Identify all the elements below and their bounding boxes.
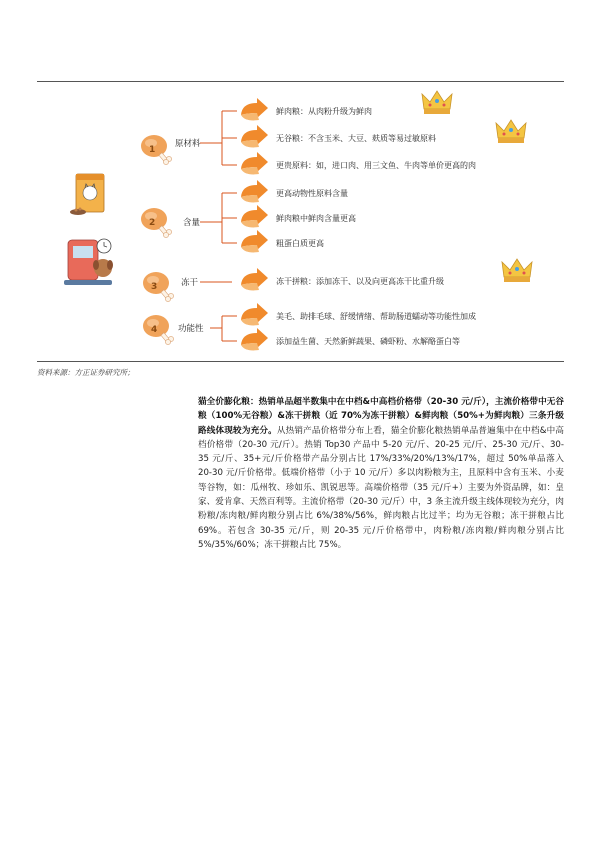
crown-icon: [502, 259, 532, 282]
item-1-2: 无谷粮：不含玉米、大豆、麸质等易过敏原料: [276, 134, 436, 143]
category-3-drumstick-icon: [143, 272, 174, 302]
arrow-icon: [241, 230, 268, 252]
upgrade-path-diagram: [0, 0, 600, 365]
category-4-label: 功能性: [178, 324, 204, 334]
item-1-1: 鲜肉粮：从肉粉升级为鲜肉: [276, 107, 372, 116]
diagram-bottom-rule: [37, 361, 564, 362]
crown-icon: [422, 91, 452, 114]
item-1-3: 更贵原料：如，进口肉、用三文鱼、牛肉等单价更高的肉: [276, 161, 476, 170]
connector-lines: [200, 111, 237, 341]
source-note: 资料来源：方正证券研究所；: [37, 368, 135, 377]
paragraph-body: 从热销产品价格带分布上看，猫全价膨化粮热销单品普遍集中在中档&中高档价格带（20-30 元/斤）。热销 Top30 产品中 5-20 元/斤、20-25 元/斤、25-30 元/斤、30-35 元/斤、35+元/斤价格带产品分别占比 17%/33%/20%/13%/17%，超过 50%单品落入 20-30 元/斤价格带。低端价格带（小于 10 元/斤）多以肉粉粮为主，且原料中含有玉米、小麦等谷物，如：瓜州牧、珍如乐、凯锐思等。高端价格带（35 元/斤+）主要为外资品牌，如：皇家、爱肯拿、天然百利等。主流价格带（20-30 元/斤）中，3 条主流升级主线体现较为充分，肉粉粮/冻肉粮/鲜肉粮分别占比 6%/38%/56%，鲜肉粮占比过半；均为无谷粮；冻干拼粮占比 69%。若包含 30-35 元/斤，则 20-35 元/斤价格带中，肉粉粮/冻肉粮/鲜肉粮分别占比 5%/35%/60%；冻干拼粮占比 75%。: [198, 425, 564, 550]
item-4-1: 美毛、助排毛球、舒缓情绪、帮助肠道蠕动等功能性加成: [276, 312, 476, 321]
arrow-icon: [241, 328, 268, 350]
cat-food-bag-icon: [70, 174, 104, 215]
category-2-label: 含量: [183, 218, 201, 228]
arrow-icon: [241, 98, 268, 120]
item-2-1: 更高动物性原料含量: [276, 189, 348, 198]
category-2-drumstick-icon: [141, 208, 172, 238]
arrow-icon: [241, 180, 268, 202]
category-3-label: 冻干: [181, 278, 199, 288]
arrow-icon: [241, 125, 268, 147]
arrow-icon: [241, 268, 268, 290]
category-4-drumstick-icon: [143, 315, 174, 345]
category-3-number: 3: [151, 282, 158, 292]
item-2-2: 鲜肉粮中鲜肉含量更高: [276, 214, 356, 223]
arrow-icon: [241, 152, 268, 174]
paragraph-bold-lead: 猫全价膨化粮：热销单品超半数集中在中档&中高档价格带（20-30 元/斤），主流价格带中无谷粮（100%无谷粮）&冻干拼粮（近 70%为冻干拼粮）&鲜肉粮（50%+为鲜肉粮）三条升级路线体现较为充分。: [198, 397, 564, 436]
dog-food-dispenser-icon: [64, 239, 113, 285]
item-2-3: 粗蛋白质更高: [276, 239, 324, 248]
category-2-number: 2: [149, 218, 156, 228]
category-1-drumstick-icon: [141, 135, 172, 165]
crown-icon: [496, 120, 526, 143]
category-1-label: 原材料: [175, 139, 201, 149]
category-1-number: 1: [149, 145, 156, 155]
body-paragraph: [198, 395, 564, 552]
category-4-number: 4: [151, 325, 158, 335]
item-3-1: 冻干拼粮：添加冻干、以及向更高冻干比重升级: [276, 277, 444, 286]
item-4-2: 添加益生菌、天然新鲜蔬果、磷虾粉、水解酪蛋白等: [276, 337, 460, 346]
arrow-icon: [241, 303, 268, 325]
arrow-icon: [241, 205, 268, 227]
